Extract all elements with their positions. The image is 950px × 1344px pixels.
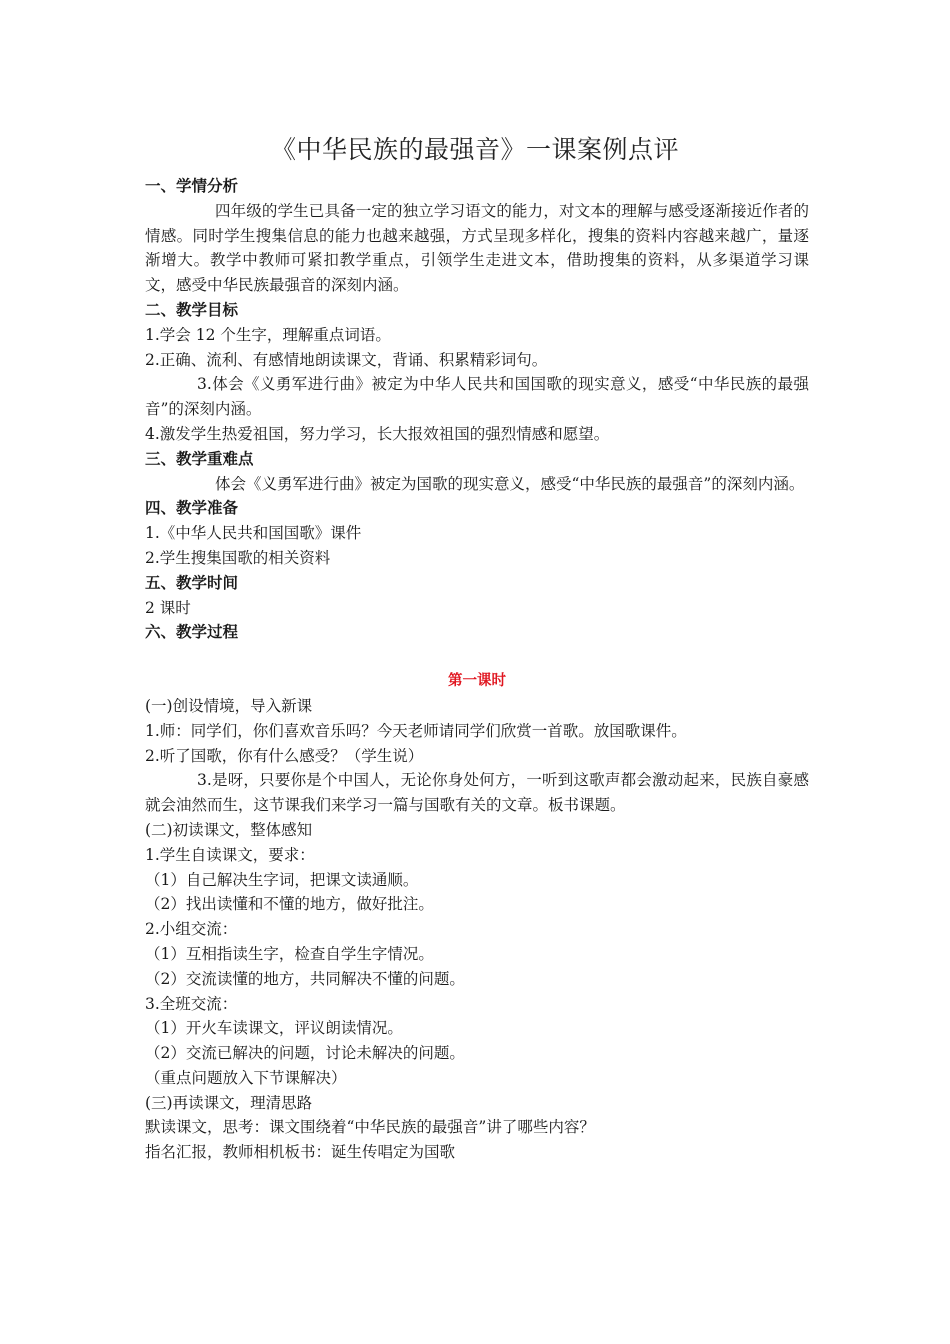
goal-item: 4.激发学生热爱祖国，努力学习，长大报效祖国的强烈情感和愿望。: [145, 424, 610, 443]
teaching-time: 2 课时: [145, 598, 191, 617]
document-title: 《中华民族的最强音》一课案例点评: [270, 135, 679, 164]
section-heading-6: 六、教学过程: [145, 623, 239, 642]
part-heading-1: (一)创设情境，导入新课: [145, 696, 313, 715]
goal-item: 3.体会《义勇军进行曲》被定为中华人民共和国国歌的现实意义，感受“中华民族的最强音”的深刻内涵。: [145, 375, 809, 419]
note: （重点问题放入下节课解决）: [145, 1068, 347, 1087]
document-body: [145, 174, 809, 1165]
sub-step-item: （2）交流已解决的问题，讨论未解决的问题。: [145, 1044, 465, 1063]
section-heading-5: 五、教学时间: [145, 573, 239, 592]
sub-step-item: （1）互相指读生字，检查自学生字情况。: [145, 944, 434, 963]
step-item: 默读课文，思考：课文围绕着“中华民族的最强音”讲了哪些内容？: [145, 1118, 595, 1137]
prep-item: 1.《中华人民共和国国歌》课件: [145, 524, 362, 543]
section-1-paragraph: 四年级的学生已具备一定的独立学习语文的能力，对文本的理解与感受逐渐接近作者的情感。同时学生搜集信息的能力也越来越强，方式呈现多样化，搜集的资料内容越来越广，量逐渐增大。教学中教师可紧扣教学重点，引领学生走进文本，借助搜集的资料，从多渠道学习课文，感受中华民族最强音的深刻内涵。: [145, 201, 809, 295]
step-item: 2.小组交流：: [145, 920, 238, 939]
section-heading-4: 四、教学准备: [145, 499, 239, 518]
lesson-label: 第一课时: [448, 673, 506, 690]
section-heading-1: 一、学情分析: [145, 177, 239, 195]
step-item: 指名汇报，教师相机板书：诞生传唱定为国歌: [145, 1143, 456, 1162]
step-item: 3.全班交流：: [145, 994, 238, 1013]
step-item: 2.听了国歌，你有什么感受？（学生说）: [145, 746, 424, 765]
sub-step-item: （1）开火车读课文，评议朗读情况。: [145, 1019, 403, 1038]
section-heading-2: 二、教学目标: [145, 300, 239, 319]
prep-item: 2.学生搜集国歌的相关资料: [145, 548, 331, 567]
step-item: 1.师：同学们，你们喜欢音乐吗？今天老师请同学们欣赏一首歌。放国歌课件。: [145, 721, 687, 740]
part-heading-2: (二)初读课文，整体感知: [145, 820, 313, 839]
sub-step-item: （1）自己解决生字词，把课文读通顺。: [145, 870, 419, 889]
part-heading-3: (三)再读课文，理清思路: [145, 1093, 313, 1112]
sub-step-item: （2）交流读懂的地方，共同解决不懂的问题。: [145, 969, 465, 988]
section-3-paragraph: 体会《义勇军进行曲》被定为国歌的现实意义，感受“中华民族的最强音”的深刻内涵。: [215, 474, 805, 493]
step-item: 3.是呀，只要你是个中国人，无论你身处何方，一听到这歌声都会激动起来，民族自豪感就会油然而生，这节课我们来学习一篇与国歌有关的文章。板书课题。: [145, 771, 809, 815]
goal-item: 1.学会 12 个生字，理解重点词语。: [145, 325, 391, 344]
section-heading-3: 三、教学重难点: [145, 449, 254, 468]
goal-item: 2.正确、流利、有感情地朗读课文，背诵、积累精彩词句。: [145, 350, 548, 369]
step-item: 1.学生自读课文，要求：: [145, 845, 315, 864]
sub-step-item: （2）找出读懂和不懂的地方，做好批注。: [145, 895, 434, 914]
